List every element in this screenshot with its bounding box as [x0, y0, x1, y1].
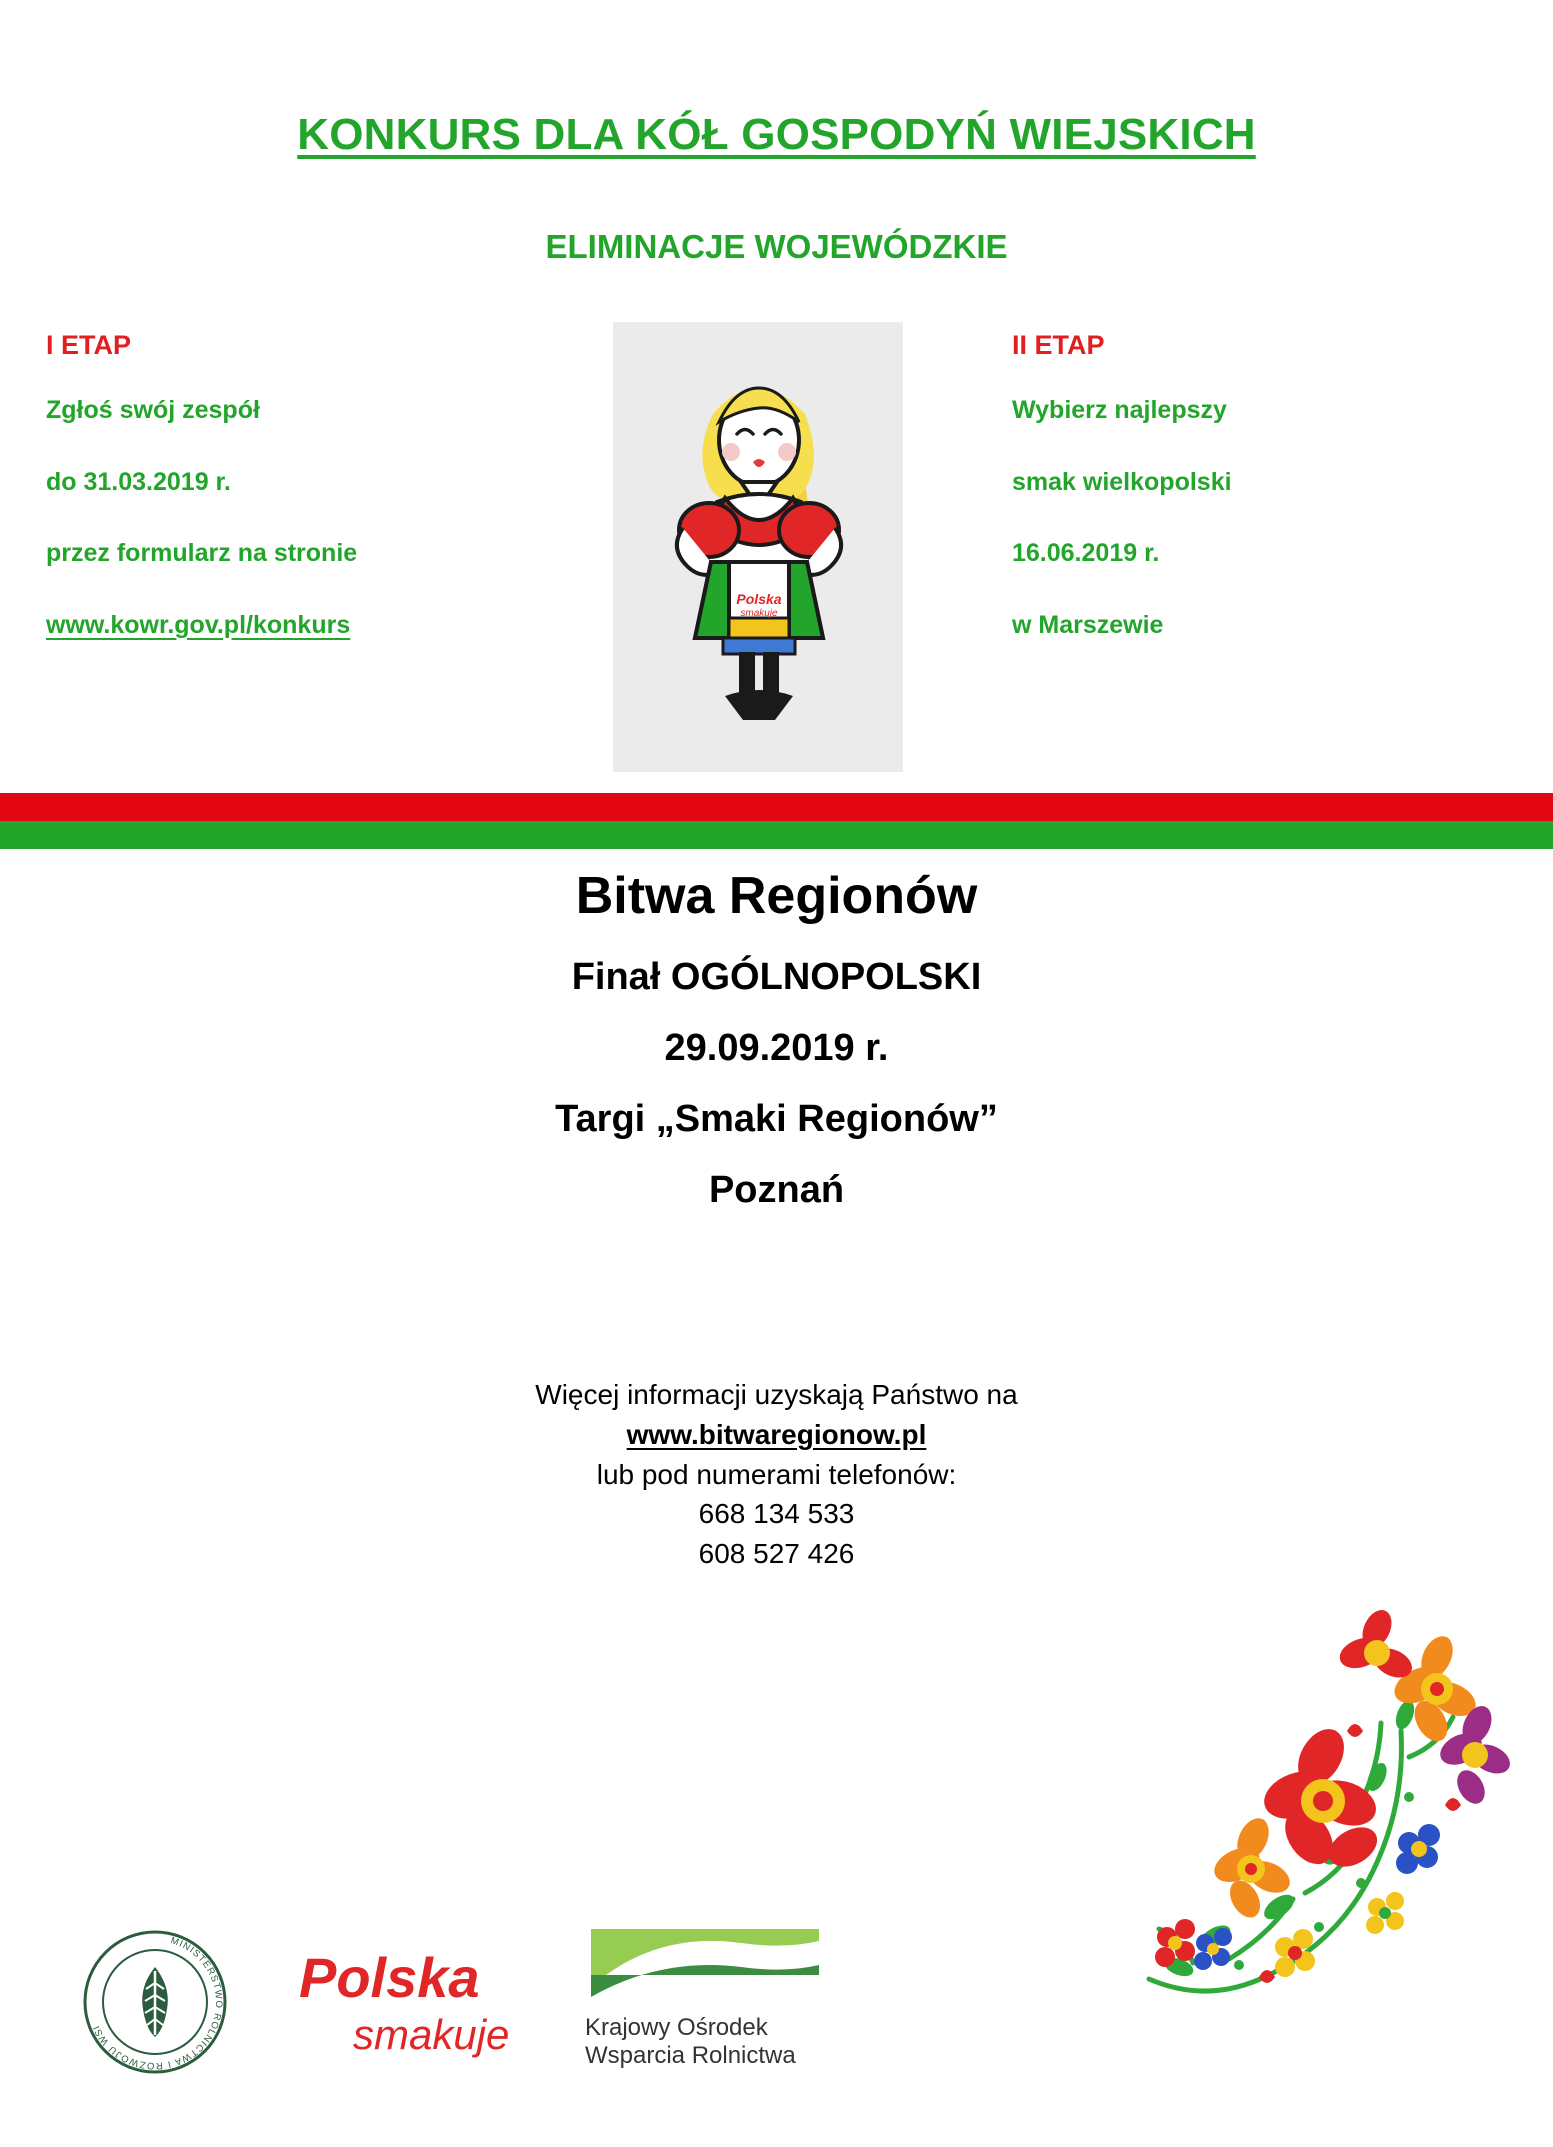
kowr-line-2: Wsparcia Rolnictwa	[585, 2042, 796, 2070]
contact-info	[0, 1375, 1553, 1574]
polska-wordmark: Polska	[299, 1946, 480, 2009]
flag-stripe-green	[0, 821, 1553, 849]
stage-two-line-3: 16.06.2019 r.	[1012, 539, 1160, 567]
ministry-logo	[80, 1927, 230, 2077]
page-subtitle: ELIMINACJE WOJEWÓDZKIE	[545, 228, 1008, 265]
illustration-badge-line2: smakuje	[740, 608, 778, 619]
stage-one-block	[46, 330, 516, 683]
polska-smakuje-logo	[295, 1937, 535, 2067]
stage-two-line-1: Wybierz najlepszy	[1012, 396, 1227, 424]
contact-line-2: lub pod numerami telefonów:	[596, 1458, 957, 1490]
stage-one-line-3: przez formularz na stronie	[46, 539, 358, 567]
main-content	[0, 866, 1553, 1240]
kowr-line-1: Krajowy Ośrodek	[585, 2014, 768, 2041]
event-fair: Targi „Smaki Regionów”	[555, 1098, 998, 1140]
stage-one-line-1: Zgłoś swój zespół	[46, 396, 260, 424]
svg-text:MINISTERSTWO ROLNICTWA I ROZWO: MINISTERSTWO ROLNICTWA I ROZWOJU WSI	[90, 1935, 225, 2072]
stage-two-heading: II ETAP	[1012, 330, 1105, 360]
event-final: Finał OGÓLNOPOLSKI	[571, 956, 982, 998]
page-title	[0, 110, 1553, 160]
stage-two-line-2: smak wielkopolski	[1012, 467, 1232, 496]
stage-two-line-4: w Marszewie	[1012, 610, 1164, 639]
event-date: 29.09.2019 r.	[664, 1027, 889, 1069]
kowr-logo	[585, 1929, 845, 2069]
stage-two-block	[1012, 330, 1482, 683]
event-title: Bitwa Regionów	[575, 867, 978, 925]
folk-woman-illustration	[613, 322, 903, 772]
contact-line-1: Więcej informacji uzyskają Państwo na	[535, 1379, 1018, 1410]
bitwaregionow-link[interactable]: www.bitwaregionow.pl	[626, 1418, 927, 1450]
event-city: Poznań	[708, 1169, 845, 1211]
contact-phone-2: 608 527 426	[698, 1538, 855, 1569]
contact-phone-1: 668 134 533	[698, 1498, 855, 1530]
page-title-text: KONKURS DLA KÓŁ GOSPODYŃ WIEJSKICH	[297, 110, 1256, 159]
smakuje-wordmark: smakuje	[353, 2011, 510, 2058]
stage-one-heading: I ETAP	[46, 330, 132, 360]
registration-link[interactable]: www.kowr.gov.pl/konkurs	[46, 610, 351, 639]
stage-one-line-2: do 31.03.2019 r.	[46, 467, 231, 496]
illustration-badge-line1: Polska	[736, 591, 782, 607]
flag-stripe-red	[0, 793, 1553, 821]
footer-logos	[0, 1917, 1553, 2107]
